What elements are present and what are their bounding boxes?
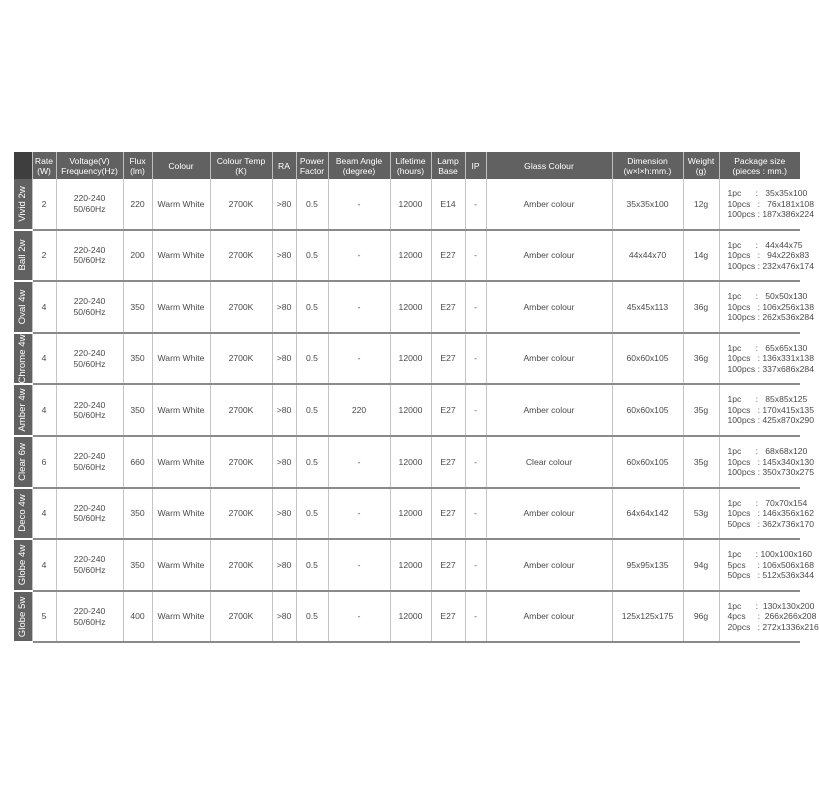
cell-glass: Amber colour [486, 179, 612, 230]
cell-beam: - [328, 281, 390, 333]
cell-ip: - [465, 384, 486, 436]
cell-temp: 2700K [210, 591, 272, 643]
cell-ip: - [465, 230, 486, 282]
package-line: 10pcs : 170x415x135 [727, 404, 814, 415]
cell-glass: Amber colour [486, 488, 612, 540]
cell-dim: 35x35x100 [612, 179, 683, 230]
cell-flux: 350 [123, 281, 152, 333]
cell-beam: 220 [328, 384, 390, 436]
cell-rate: 4 [32, 539, 56, 591]
cell-ra: >80 [272, 591, 296, 643]
cell-pf: 0.5 [296, 179, 328, 230]
product-name: Vivid 2w [16, 186, 28, 222]
package-line: 1pc : 130x130x200 [727, 600, 815, 611]
product-name: Globe 5w [16, 596, 28, 637]
cell-weight: 36g [683, 281, 719, 333]
cell-ra: >80 [272, 436, 296, 488]
cell-dim: 45x45x113 [612, 281, 683, 333]
cell-rate: 2 [32, 179, 56, 230]
cell-package [719, 488, 814, 540]
package-line: 1pc : 44x44x75 [727, 239, 803, 250]
cell-weight: 35g [683, 436, 719, 488]
cell-weight: 35g [683, 384, 719, 436]
header-package-size: Package size (pieces : mm.) [719, 152, 800, 179]
cell-flux: 220 [123, 179, 152, 230]
cell-life: 12000 [390, 384, 431, 436]
cell-pf: 0.5 [296, 591, 328, 643]
header-glass-colour: Glass Colour [486, 152, 612, 179]
header-colour-temp: Colour Temp (K) [210, 152, 272, 179]
cell-life: 12000 [390, 281, 431, 333]
cell-ip: - [465, 591, 486, 643]
cell-ra: >80 [272, 539, 296, 591]
cell-temp: 2700K [210, 436, 272, 488]
cell-ip: - [465, 179, 486, 230]
cell-life: 12000 [390, 179, 431, 230]
package-line: 1pc : 85x85x125 [727, 394, 808, 405]
header-lamp-base: Lamp Base [431, 152, 465, 179]
cell-rate: 4 [32, 333, 56, 385]
cell-voltage: 220-240 50/60Hz [56, 333, 123, 385]
cell-voltage: 220-240 50/60Hz [56, 488, 123, 540]
cell-beam: - [328, 230, 390, 282]
cell-life: 12000 [390, 488, 431, 540]
cell-pf: 0.5 [296, 539, 328, 591]
cell-temp: 2700K [210, 384, 272, 436]
cell-glass: Amber colour [486, 333, 612, 385]
cell-voltage: 220-240 50/60Hz [56, 436, 123, 488]
cell-weight: 53g [683, 488, 719, 540]
package-line: 1pc : 68x68x120 [727, 446, 808, 457]
cell-voltage: 220-240 50/60Hz [56, 179, 123, 230]
package-line: 1pc : 100x100x160 [727, 549, 813, 560]
cell-package [719, 179, 814, 230]
cell-colour: Warm White [152, 281, 210, 333]
cell-ip: - [465, 539, 486, 591]
header-corner [14, 152, 32, 179]
cell-flux: 200 [123, 230, 152, 282]
table-row [14, 179, 800, 230]
cell-voltage: 220-240 50/60Hz [56, 539, 123, 591]
cell-beam: - [328, 436, 390, 488]
cell-flux: 400 [123, 591, 152, 643]
package-line: 100pcs : 262x536x284 [727, 312, 814, 323]
header-ra: RA [272, 152, 296, 179]
cell-package [719, 539, 814, 591]
cell-temp: 2700K [210, 333, 272, 385]
cell-flux: 350 [123, 333, 152, 385]
cell-colour: Warm White [152, 230, 210, 282]
cell-beam: - [328, 539, 390, 591]
cell-base: E27 [431, 281, 465, 333]
header-colour: Colour [152, 152, 210, 179]
product-name-cell [14, 436, 32, 488]
cell-ip: - [465, 488, 486, 540]
cell-ra: >80 [272, 333, 296, 385]
cell-glass: Amber colour [486, 281, 612, 333]
cell-base: E27 [431, 333, 465, 385]
cell-dim: 44x44x70 [612, 230, 683, 282]
header-dimension: Dimension (w×l×h:mm.) [612, 152, 683, 179]
cell-rate: 4 [32, 281, 56, 333]
product-name: Clear 6w [16, 442, 28, 481]
header-lifetime: Lifetime (hours) [390, 152, 431, 179]
cell-base: E27 [431, 539, 465, 591]
package-line: 1pc : 65x65x130 [727, 342, 808, 353]
header-rate: Rate (W) [32, 152, 56, 179]
cell-ip: - [465, 281, 486, 333]
cell-ip: - [465, 436, 486, 488]
table-row [14, 230, 800, 282]
cell-temp: 2700K [210, 488, 272, 540]
cell-glass: Amber colour [486, 230, 612, 282]
spec-sheet [14, 152, 819, 643]
cell-life: 12000 [390, 539, 431, 591]
cell-glass: Amber colour [486, 539, 612, 591]
cell-voltage: 220-240 50/60Hz [56, 591, 123, 643]
package-line: 100pcs : 350x730x275 [727, 467, 814, 478]
table-body [14, 179, 819, 642]
package-line: 10pcs : 146x356x162 [727, 508, 814, 519]
product-name-cell [14, 488, 32, 540]
table-row [14, 333, 800, 385]
cell-colour: Warm White [152, 591, 210, 643]
cell-weight: 94g [683, 539, 719, 591]
cell-package [719, 591, 819, 643]
cell-temp: 2700K [210, 230, 272, 282]
product-name: Deco 4w [16, 494, 28, 533]
cell-base: E27 [431, 230, 465, 282]
table-row [14, 539, 800, 591]
cell-dim: 125x125x175 [612, 591, 683, 643]
cell-ra: >80 [272, 384, 296, 436]
cell-base: E27 [431, 488, 465, 540]
cell-flux: 350 [123, 384, 152, 436]
package-line: 10pcs : 76x181x108 [727, 198, 814, 209]
product-name-cell [14, 333, 32, 385]
cell-package [719, 230, 814, 282]
cell-glass: Amber colour [486, 591, 612, 643]
package-line: 50pcs : 512x536x344 [727, 570, 814, 581]
cell-voltage: 220-240 50/60Hz [56, 384, 123, 436]
header-weight: Weight (g) [683, 152, 719, 179]
cell-pf: 0.5 [296, 436, 328, 488]
cell-beam: - [328, 179, 390, 230]
package-line: 4pcs : 266x266x208 [727, 611, 817, 622]
cell-glass: Clear colour [486, 436, 612, 488]
cell-rate: 5 [32, 591, 56, 643]
cell-weight: 36g [683, 333, 719, 385]
package-line: 20pcs : 272x1336x216 [727, 621, 819, 632]
cell-ra: >80 [272, 230, 296, 282]
product-name: Chrome 4w [16, 334, 28, 384]
package-line: 100pcs : 187x386x224 [727, 209, 814, 220]
package-line: 10pcs : 145x340x130 [727, 456, 814, 467]
product-name: Globe 4w [16, 544, 28, 586]
package-line: 100pcs : 232x476x174 [727, 260, 814, 271]
cell-ra: >80 [272, 179, 296, 230]
cell-pf: 0.5 [296, 384, 328, 436]
cell-weight: 96g [683, 591, 719, 643]
table-row [14, 281, 800, 333]
cell-temp: 2700K [210, 179, 272, 230]
header-row [14, 152, 800, 179]
product-name-cell [14, 591, 32, 643]
cell-colour: Warm White [152, 333, 210, 385]
package-line: 1pc : 70x70x154 [727, 497, 808, 508]
cell-ra: >80 [272, 488, 296, 540]
package-line: 5pcs : 106x506x168 [727, 559, 814, 570]
cell-rate: 2 [32, 230, 56, 282]
table-row [14, 384, 800, 436]
cell-glass: Amber colour [486, 384, 612, 436]
product-name: Oval 4w [16, 289, 28, 325]
cell-dim: 60x60x105 [612, 384, 683, 436]
cell-temp: 2700K [210, 281, 272, 333]
table-row [14, 591, 800, 643]
cell-pf: 0.5 [296, 281, 328, 333]
cell-voltage: 220-240 50/60Hz [56, 230, 123, 282]
cell-flux: 660 [123, 436, 152, 488]
package-line: 100pcs : 337x686x284 [727, 363, 814, 374]
cell-package [719, 436, 814, 488]
cell-weight: 12g [683, 179, 719, 230]
cell-dim: 60x60x105 [612, 436, 683, 488]
cell-life: 12000 [390, 333, 431, 385]
product-name-cell [14, 281, 32, 333]
cell-colour: Warm White [152, 436, 210, 488]
cell-dim: 60x60x105 [612, 333, 683, 385]
cell-base: E27 [431, 436, 465, 488]
cell-colour: Warm White [152, 488, 210, 540]
cell-rate: 4 [32, 384, 56, 436]
cell-temp: 2700K [210, 539, 272, 591]
cell-ip: - [465, 333, 486, 385]
product-name-cell [14, 539, 32, 591]
product-name-cell [14, 230, 32, 282]
cell-life: 12000 [390, 436, 431, 488]
cell-base: E27 [431, 384, 465, 436]
cell-flux: 350 [123, 539, 152, 591]
cell-weight: 14g [683, 230, 719, 282]
table-row [14, 436, 800, 488]
cell-life: 12000 [390, 591, 431, 643]
cell-ra: >80 [272, 281, 296, 333]
cell-pf: 0.5 [296, 333, 328, 385]
header-flux: Flux (lm) [123, 152, 152, 179]
cell-life: 12000 [390, 230, 431, 282]
header-beam-angle: Beam Angle (degree) [328, 152, 390, 179]
product-name: Amber 4w [16, 388, 28, 432]
cell-flux: 350 [123, 488, 152, 540]
cell-package [719, 281, 814, 333]
cell-rate: 6 [32, 436, 56, 488]
cell-beam: - [328, 488, 390, 540]
product-name-cell [14, 179, 32, 230]
header-ip: IP [465, 152, 486, 179]
cell-dim: 64x64x142 [612, 488, 683, 540]
cell-beam: - [328, 333, 390, 385]
cell-pf: 0.5 [296, 230, 328, 282]
cell-colour: Warm White [152, 384, 210, 436]
cell-voltage: 220-240 50/60Hz [56, 281, 123, 333]
package-line: 50pcs : 362x736x170 [727, 518, 814, 529]
cell-colour: Warm White [152, 539, 210, 591]
package-line: 10pcs : 94x226x83 [727, 250, 810, 261]
spec-table [14, 152, 819, 643]
package-line: 1pc : 35x35x100 [727, 188, 808, 199]
package-line: 100pcs : 425x870x290 [727, 415, 814, 426]
cell-dim: 95x95x135 [612, 539, 683, 591]
cell-pf: 0.5 [296, 488, 328, 540]
header-voltage: Voltage(V) Frequency(Hz) [56, 152, 123, 179]
cell-colour: Warm White [152, 179, 210, 230]
package-line: 10pcs : 106x256x138 [727, 301, 814, 312]
cell-base: E14 [431, 179, 465, 230]
cell-base: E27 [431, 591, 465, 643]
product-name: Ball 2w [16, 239, 28, 271]
header-power-factor: Power Factor [296, 152, 328, 179]
table-row [14, 488, 800, 540]
cell-beam: - [328, 591, 390, 643]
package-line: 10pcs : 136x331x138 [727, 353, 814, 364]
product-name-cell [14, 384, 32, 436]
cell-rate: 4 [32, 488, 56, 540]
package-line: 1pc : 50x50x130 [727, 291, 808, 302]
cell-package [719, 384, 814, 436]
cell-package [719, 333, 814, 385]
